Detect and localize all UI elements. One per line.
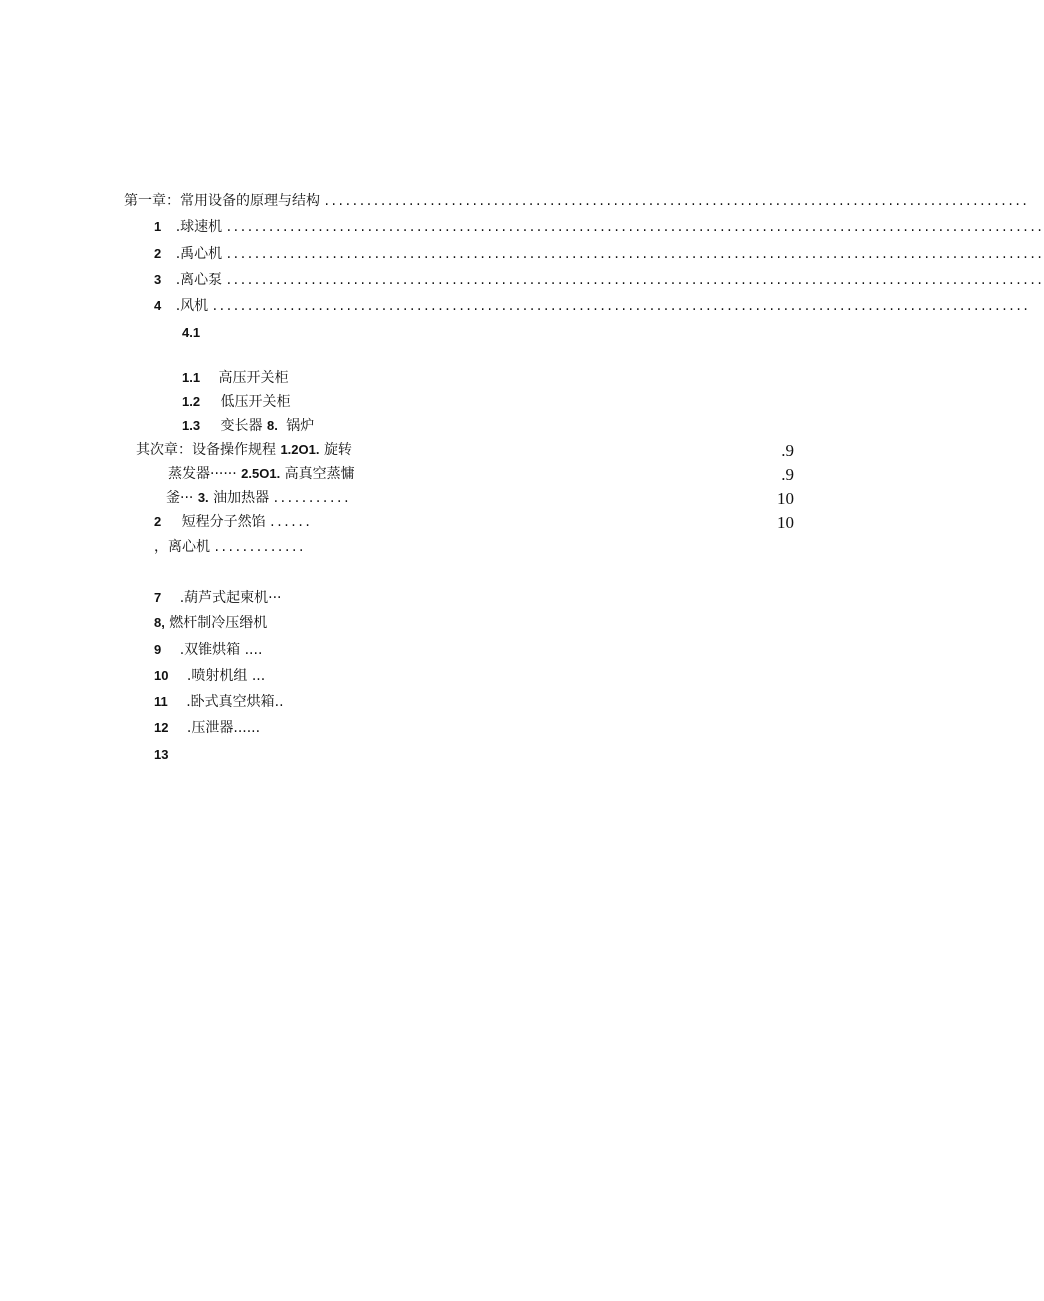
leader-dots: .................................................................................................................... bbox=[226, 272, 1044, 288]
item-label: ，离心机 bbox=[154, 539, 210, 555]
toc-sub-4-1[interactable] bbox=[182, 322, 200, 344]
item-number: 1.2 bbox=[182, 394, 201, 409]
item-number: 13 bbox=[154, 747, 169, 762]
page-number: 10 bbox=[777, 513, 794, 532]
item-number: 1.1 bbox=[182, 370, 201, 385]
page-number: .9 bbox=[781, 441, 794, 460]
toc-row-short-distill[interactable] bbox=[154, 511, 312, 533]
item-label: 燃杆制冷压缗机 bbox=[169, 615, 268, 631]
toc-item-13[interactable] bbox=[154, 744, 168, 766]
item-label: .压泄器...... bbox=[186, 720, 261, 736]
item-label: .离心泵 bbox=[175, 272, 223, 288]
toc-item-4[interactable] bbox=[154, 295, 1031, 317]
chapter-1-title: 第一章：常用设备的原理与结构 bbox=[124, 193, 320, 209]
item-label-extra: 锅炉 bbox=[286, 418, 315, 434]
toc-item-10[interactable] bbox=[154, 665, 265, 687]
item-label: .喷射机组 ... bbox=[186, 668, 266, 684]
item-label: .禹心机 bbox=[175, 246, 223, 262]
item-label: 旋转 bbox=[323, 442, 352, 458]
item-number-extra: 8. bbox=[266, 418, 278, 433]
chapter-2-title: 其次章：设备操作规程 bbox=[136, 442, 276, 458]
item-number: 1.2O1. bbox=[280, 442, 320, 457]
item-number: 10 bbox=[154, 668, 169, 683]
item-label: 变长器 bbox=[220, 418, 263, 434]
toc-item-12[interactable] bbox=[154, 717, 260, 739]
item-number: 1 bbox=[154, 219, 162, 234]
item-label: .球速机 bbox=[175, 219, 223, 235]
item-label: 短程分子然馅 bbox=[181, 514, 266, 530]
toc-sub-1-2[interactable] bbox=[182, 391, 291, 413]
item-label: .风机 bbox=[175, 298, 209, 314]
item-lead: 蒸发器······ bbox=[168, 466, 237, 482]
leader-dots: ........... bbox=[273, 490, 352, 506]
item-label: 高压开关柜 bbox=[218, 370, 289, 386]
toc-item-11[interactable] bbox=[154, 691, 284, 713]
item-number: 2.5O1. bbox=[241, 466, 281, 481]
item-number: 11 bbox=[154, 694, 168, 709]
leader-dots: .................................................................................................................... bbox=[226, 219, 1044, 235]
item-number: 1.3 bbox=[182, 418, 201, 433]
item-label: .卧式真空烘箱.. bbox=[186, 694, 284, 710]
leader-dots: .................................................................................................................... bbox=[212, 298, 1031, 314]
item-number: 12 bbox=[154, 720, 169, 735]
item-number: 3 bbox=[154, 272, 162, 287]
item-number: 8, bbox=[154, 615, 165, 630]
item-number: 4.1 bbox=[182, 325, 201, 340]
item-lead: 釜··· bbox=[166, 490, 194, 506]
toc-row-evaporator[interactable] bbox=[168, 463, 355, 485]
item-number: 2 bbox=[154, 514, 162, 529]
item-number: 3. bbox=[197, 490, 209, 505]
toc-sub-1-3[interactable] bbox=[182, 415, 314, 437]
toc-row-kettle[interactable] bbox=[166, 487, 351, 509]
toc-item-7[interactable] bbox=[154, 587, 282, 609]
toc-row-centrifuge[interactable] bbox=[154, 536, 306, 558]
page-number: .9 bbox=[781, 465, 794, 484]
toc-item-1[interactable] bbox=[154, 216, 1044, 238]
item-label: .葫芦式起柬机··· bbox=[179, 590, 282, 606]
item-number: 9 bbox=[154, 642, 162, 657]
item-label: .双锥烘箱 .... bbox=[179, 642, 263, 658]
page-number: 10 bbox=[777, 489, 794, 508]
item-label: 油加热器 bbox=[213, 490, 270, 506]
leader-dots: .................................................................................................... bbox=[324, 193, 1030, 209]
item-number: 2 bbox=[154, 246, 162, 261]
toc-item-3[interactable] bbox=[154, 269, 1044, 291]
item-number: 7 bbox=[154, 590, 162, 605]
leader-dots: .................................................................................................................... bbox=[226, 246, 1044, 262]
item-label: 低压开关柜 bbox=[220, 394, 291, 410]
toc-sub-1-1[interactable] bbox=[182, 367, 289, 389]
item-number: 4 bbox=[154, 298, 162, 313]
leader-dots: ...... bbox=[270, 514, 313, 530]
toc-chapter-2[interactable] bbox=[136, 439, 352, 461]
toc-chapter-1[interactable] bbox=[124, 190, 1030, 212]
item-label: 高真空蒸慵 bbox=[284, 466, 355, 482]
toc-item-8[interactable] bbox=[154, 612, 267, 634]
toc-item-9[interactable] bbox=[154, 639, 262, 661]
toc-item-2[interactable] bbox=[154, 243, 1044, 265]
leader-dots: ............. bbox=[214, 539, 307, 555]
